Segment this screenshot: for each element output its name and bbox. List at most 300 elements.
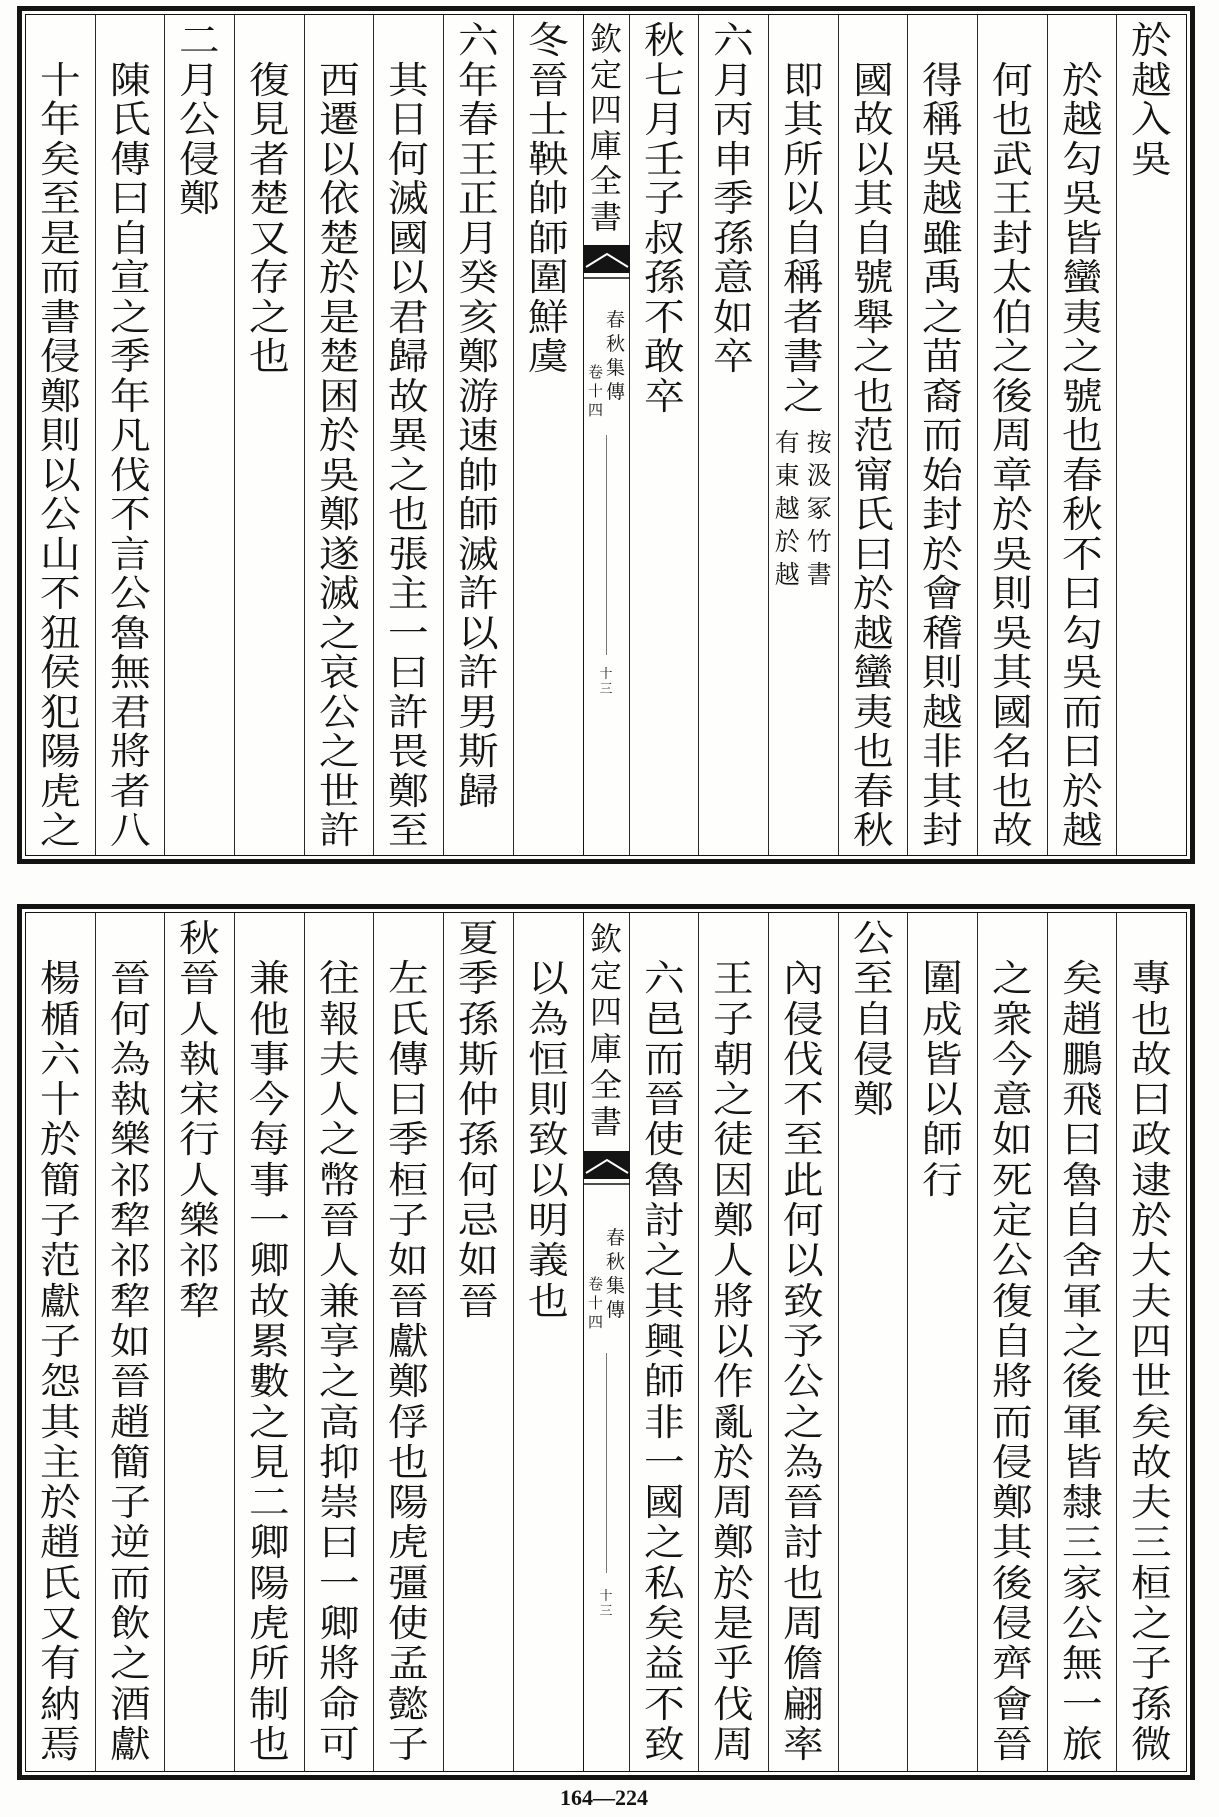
glyph: 魯 [109, 611, 151, 655]
glyph: 集 [605, 1275, 625, 1297]
note-line [772, 426, 802, 591]
glyph: 按 [806, 428, 832, 457]
glyph: 欽 [589, 20, 622, 58]
glyph: 如 [109, 1319, 151, 1363]
column-text [769, 58, 838, 418]
glyph: 軍 [1061, 1400, 1103, 1444]
glyph: 游 [458, 374, 499, 418]
glyph: 伯 [991, 295, 1033, 339]
glyph: 有 [39, 1642, 81, 1686]
glyph: 秋 [1061, 493, 1103, 536]
glyph: 正 [458, 177, 499, 220]
glyph: 之 [249, 1400, 290, 1444]
glyph: 圍 [527, 256, 569, 299]
glyph: 號 [1061, 374, 1103, 418]
glyph: 微 [1131, 1722, 1173, 1766]
glyph: 一 [643, 1440, 685, 1484]
glyph: 後 [991, 374, 1033, 418]
glyph: 春 [1061, 453, 1103, 497]
glyph: 飲 [109, 1602, 151, 1646]
glyph: 六 [39, 1037, 81, 1081]
glyph: 主 [388, 572, 430, 615]
glyph: 叔 [643, 216, 685, 260]
glyph: 四 [587, 1313, 603, 1331]
glyph: 丙 [713, 98, 754, 141]
glyph: 兼 [318, 1279, 360, 1323]
glyph: 不 [782, 1078, 824, 1122]
text-column [443, 15, 513, 855]
glyph: 舉 [852, 295, 894, 339]
glyph: 曰 [1061, 1118, 1103, 1162]
text-column [698, 913, 768, 1771]
glyph: 可 [318, 1722, 360, 1766]
glyph: 書 [39, 295, 81, 339]
glyph: 至 [388, 809, 430, 852]
glyph: 翩 [782, 1682, 824, 1726]
glyph: 高 [318, 1400, 360, 1444]
glyph: 成 [922, 997, 963, 1041]
glyph: 將 [713, 1279, 754, 1323]
glyph: 季 [109, 335, 151, 378]
glyph: 人 [318, 1239, 360, 1283]
glyph: 又 [249, 216, 290, 260]
glyph: 旅 [1061, 1722, 1103, 1766]
text-column [164, 15, 234, 855]
glyph: 公 [39, 493, 81, 536]
glyph: 申 [713, 137, 754, 181]
glyph: 卒 [713, 335, 754, 378]
glyph: 言 [109, 532, 151, 576]
glyph: 勾 [1061, 137, 1103, 181]
glyph: 以 [922, 1078, 963, 1122]
glyph: 士 [527, 98, 569, 141]
glyph: 子 [39, 1199, 81, 1243]
glyph: 於 [39, 1481, 81, 1525]
glyph: 年 [458, 58, 499, 102]
glyph: 將 [318, 1642, 360, 1686]
glyph: 其 [782, 98, 824, 141]
glyph: 師 [527, 216, 569, 260]
fold-book-title [605, 1226, 627, 1322]
glyph: 也 [991, 769, 1033, 813]
glyph: 之 [782, 374, 824, 418]
glyph: 亥 [458, 295, 499, 339]
text-column [629, 15, 699, 855]
text-column [629, 913, 699, 1771]
glyph: 曰 [1131, 1078, 1173, 1122]
glyph: 太 [991, 256, 1033, 299]
glyph: 稽 [922, 611, 963, 655]
glyph: 卷 [587, 363, 603, 381]
glyph: 也 [852, 730, 894, 773]
glyph: 今 [991, 1037, 1033, 1081]
glyph: 為 [109, 1037, 151, 1081]
glyph: 崇 [318, 1481, 360, 1525]
glyph: 致 [643, 1722, 685, 1766]
glyph: 孫 [458, 997, 499, 1041]
glyph: 秋 [852, 809, 894, 852]
glyph: 吳 [991, 532, 1033, 576]
glyph: 虞 [527, 335, 569, 378]
text-column [838, 913, 908, 1771]
glyph: 十 [599, 667, 613, 682]
glyph: 飛 [1061, 1078, 1103, 1122]
glyph: 之 [782, 1400, 824, 1444]
glyph: 世 [318, 769, 360, 813]
glyph: 春 [605, 1227, 625, 1249]
glyph: 之 [643, 1239, 685, 1283]
glyph: 是 [713, 1602, 754, 1646]
glyph: 之 [109, 295, 151, 339]
glyph: 之 [318, 1118, 360, 1162]
glyph: 自 [852, 216, 894, 260]
glyph: 十 [39, 58, 81, 102]
glyph: 至 [39, 177, 81, 220]
glyph: 稱 [782, 256, 824, 299]
glyph: 左 [388, 957, 430, 1001]
glyph: 晉 [318, 1199, 360, 1243]
glyph: 章 [991, 453, 1033, 497]
glyph: 將 [991, 1360, 1033, 1404]
glyph: 於 [1061, 58, 1103, 102]
glyph: 吳 [318, 453, 360, 497]
glyph: 於 [713, 1440, 754, 1484]
glyph: 無 [109, 651, 151, 694]
glyph: 帥 [458, 453, 499, 497]
glyph: 三 [1061, 1521, 1103, 1565]
glyph: 公 [991, 1239, 1033, 1283]
glyph: 異 [388, 414, 430, 457]
glyph: 公 [318, 690, 360, 734]
glyph: 侵 [852, 1037, 894, 1081]
glyph: 制 [249, 1682, 290, 1726]
glyph: 逮 [1131, 1158, 1173, 1202]
glyph: 陽 [249, 1561, 290, 1605]
glyph: 師 [643, 1360, 685, 1404]
glyph: 自 [109, 216, 151, 260]
glyph: 晉 [643, 1078, 685, 1122]
glyph: 宋 [179, 1078, 221, 1122]
glyph: 庫 [589, 1029, 622, 1068]
glyph: 山 [39, 532, 81, 576]
glyph: 之 [1061, 335, 1103, 378]
glyph: 世 [1131, 1360, 1173, 1404]
glyph: 致 [782, 1279, 824, 1323]
glyph: 苗 [922, 335, 963, 378]
glyph: 又 [39, 1602, 81, 1646]
glyph: 而 [39, 256, 81, 299]
glyph: 卷 [587, 1275, 603, 1293]
glyph: 孫 [713, 216, 754, 260]
text-column [513, 15, 583, 855]
glyph: 宣 [109, 256, 151, 299]
glyph: 封 [991, 216, 1033, 260]
text-column [304, 913, 374, 1771]
glyph: 儋 [782, 1642, 824, 1686]
glyph: 之 [991, 335, 1033, 378]
glyph: 俘 [388, 1400, 430, 1444]
glyph: 國 [388, 216, 430, 260]
glyph: 七 [643, 58, 685, 102]
glyph: 徒 [713, 1118, 754, 1162]
glyph: 祁 [179, 1239, 221, 1283]
interlinear-note [769, 426, 838, 591]
glyph: 使 [388, 1602, 430, 1646]
glyph: 蠻 [1061, 256, 1103, 299]
glyph: 人 [179, 997, 221, 1041]
glyph: 鵬 [1061, 1037, 1103, 1081]
glyph: 其 [388, 58, 430, 102]
glyph: 如 [713, 295, 754, 339]
glyph: 竹 [806, 527, 832, 556]
glyph: 二 [179, 19, 221, 62]
glyph: 會 [991, 1682, 1033, 1726]
glyph: 之 [643, 1521, 685, 1565]
glyph: 子 [1131, 1642, 1173, 1686]
glyph: 許 [458, 651, 499, 694]
glyph: 越 [922, 690, 963, 734]
glyph: 自 [991, 1319, 1033, 1363]
glyph: 樂 [179, 1199, 221, 1243]
glyph: 公 [109, 572, 151, 615]
glyph: 師 [922, 1118, 963, 1162]
glyph: 死 [991, 1158, 1033, 1202]
glyph: 後 [1061, 1360, 1103, 1404]
glyph: 全 [589, 1066, 622, 1104]
glyph: 非 [643, 1400, 685, 1444]
glyph: 有 [774, 428, 800, 457]
glyph: 故 [852, 98, 894, 141]
text-column [373, 913, 443, 1771]
glyph: 侵 [991, 1602, 1033, 1646]
glyph: 帥 [527, 177, 569, 220]
glyph: 其 [852, 177, 894, 220]
glyph: 矣 [1131, 1400, 1173, 1444]
glyph: 復 [991, 1279, 1033, 1323]
glyph: 定 [589, 956, 622, 995]
glyph: 四 [587, 401, 603, 419]
glyph: 卿 [249, 1239, 290, 1283]
glyph: 於 [774, 527, 800, 556]
glyph: 楊 [39, 957, 81, 1001]
glyph: 范 [852, 414, 894, 457]
glyph: 恒 [527, 1037, 569, 1081]
glyph: 封 [922, 493, 963, 536]
glyph: 矣 [39, 137, 81, 181]
fold-book-title [605, 308, 627, 404]
glyph: 子 [388, 1199, 430, 1243]
glyph: 主 [39, 1440, 81, 1484]
upper-page-frame [25, 14, 1187, 856]
glyph: 所 [249, 1642, 290, 1686]
glyph: 夫 [1131, 1279, 1173, 1323]
glyph: 行 [179, 1118, 221, 1162]
glyph: 今 [249, 1078, 290, 1122]
center-fold-column [583, 913, 629, 1771]
glyph: 鄭 [388, 1360, 430, 1404]
glyph: 晉 [782, 1481, 824, 1525]
glyph: 命 [318, 1682, 360, 1726]
text-column [26, 15, 95, 855]
glyph: 以 [39, 453, 81, 497]
fold-collection-title [584, 22, 629, 235]
glyph: 季 [388, 1118, 430, 1162]
fold-center-rule [606, 435, 607, 655]
glyph: 虎 [249, 1602, 290, 1646]
glyph: 也 [249, 335, 290, 378]
glyph: 作 [713, 1360, 754, 1404]
glyph: 歸 [388, 335, 430, 378]
glyph: 人 [179, 1158, 221, 1202]
glyph: 故 [991, 809, 1033, 852]
upper-page-panel [17, 6, 1195, 864]
glyph: 致 [527, 1118, 569, 1162]
glyph: 楚 [318, 335, 360, 378]
glyph: 孫 [458, 1118, 499, 1162]
glyph: 以 [713, 1319, 754, 1363]
text-column [304, 15, 374, 855]
glyph: 也 [1061, 414, 1103, 457]
glyph: 享 [318, 1319, 360, 1363]
glyph: 楚 [318, 216, 360, 260]
text-column [977, 15, 1047, 855]
glyph: 往 [318, 957, 360, 1001]
glyph: 鞅 [527, 137, 569, 181]
glyph: 圍 [922, 957, 963, 1001]
glyph: 東 [774, 461, 800, 490]
glyph: 於 [39, 1118, 81, 1162]
glyph: 季 [458, 957, 499, 1001]
glyph: 晉 [527, 58, 569, 102]
glyph: 三 [599, 1604, 613, 1619]
glyph: 日 [388, 98, 430, 141]
glyph: 二 [249, 1481, 290, 1525]
fold-volume [587, 1275, 605, 1332]
glyph: 一 [388, 611, 430, 655]
glyph: 於 [1061, 769, 1103, 813]
glyph: 是 [318, 295, 360, 339]
glyph: 於 [922, 532, 963, 576]
glyph: 夷 [852, 690, 894, 734]
glyph: 陽 [39, 730, 81, 773]
glyph: 陳 [109, 58, 151, 102]
glyph: 孫 [643, 256, 685, 299]
glyph: 子 [39, 1319, 81, 1363]
glyph: 曰 [388, 651, 430, 694]
glyph: 晉 [109, 957, 151, 1001]
glyph: 氏 [39, 1561, 81, 1605]
glyph: 范 [39, 1239, 81, 1283]
glyph: 於 [991, 493, 1033, 536]
glyph: 公 [852, 917, 894, 960]
glyph: 犂 [179, 1279, 221, 1323]
text-column [838, 15, 908, 855]
glyph: 何 [109, 997, 151, 1041]
glyph: 秋 [605, 333, 625, 355]
glyph: 傳 [388, 1037, 430, 1081]
glyph: 至 [782, 1118, 824, 1162]
glyph: 鄭 [458, 335, 499, 378]
glyph: 侵 [991, 1440, 1033, 1484]
glyph: 國 [852, 58, 894, 102]
fishtail-mark [584, 245, 630, 281]
glyph: 周 [713, 1481, 754, 1525]
glyph: 子 [388, 1722, 430, 1766]
glyph: 斯 [458, 730, 499, 773]
glyph: 四 [1131, 1319, 1173, 1363]
glyph: 名 [991, 730, 1033, 773]
glyph: 專 [1131, 957, 1173, 1001]
glyph: 一 [1061, 1682, 1103, 1726]
glyph: 皆 [1061, 1440, 1103, 1484]
fold-center-rule [606, 1353, 607, 1573]
glyph: 不 [39, 572, 81, 615]
glyph: 忌 [458, 1199, 499, 1243]
glyph: 累 [249, 1319, 290, 1363]
glyph: 王 [458, 137, 499, 181]
glyph: 越 [1131, 58, 1173, 102]
glyph: 於 [318, 256, 360, 299]
glyph: 故 [249, 1279, 290, 1323]
glyph: 於 [1131, 19, 1173, 62]
glyph: 楯 [39, 997, 81, 1041]
glyph: 冢 [806, 494, 832, 523]
glyph: 他 [249, 997, 290, 1041]
text-column [768, 913, 838, 1771]
glyph: 其 [991, 651, 1033, 694]
glyph: 六 [458, 19, 499, 62]
glyph: 自 [1061, 1199, 1103, 1243]
glyph: 虎 [388, 1521, 430, 1565]
text-column [698, 15, 768, 855]
glyph: 所 [782, 137, 824, 181]
glyph: 子 [713, 997, 754, 1041]
glyph: 之 [713, 1078, 754, 1122]
glyph: 也 [527, 1279, 569, 1323]
glyph: 庫 [589, 126, 622, 165]
glyph: 之 [388, 453, 430, 497]
glyph: 何 [388, 137, 430, 181]
glyph: 吳 [1061, 177, 1103, 220]
glyph: 何 [782, 1199, 824, 1243]
glyph: 而 [991, 1400, 1033, 1444]
text-column [164, 913, 234, 1771]
glyph: 以 [852, 137, 894, 181]
glyph: 困 [318, 374, 360, 418]
glyph: 公 [179, 98, 221, 141]
glyph: 六 [643, 957, 685, 1001]
glyph: 鄭 [852, 1078, 894, 1122]
glyph: 於 [852, 572, 894, 615]
glyph: 晉 [991, 1722, 1033, 1766]
glyph: 卿 [318, 1602, 360, 1646]
glyph: 以 [458, 611, 499, 655]
glyph: 之 [1131, 1602, 1173, 1646]
glyph: 自 [782, 216, 824, 260]
glyph: 逆 [109, 1521, 151, 1565]
glyph: 武 [991, 137, 1033, 181]
glyph: 入 [1131, 98, 1173, 141]
glyph: 討 [782, 1521, 824, 1565]
glyph: 則 [39, 414, 81, 457]
glyph: 趙 [1061, 997, 1103, 1041]
glyph: 十 [599, 1589, 613, 1604]
text-column [1116, 913, 1186, 1771]
glyph: 為 [782, 1440, 824, 1484]
glyph: 癸 [458, 256, 499, 299]
glyph: 軍 [1061, 1279, 1103, 1323]
text-column [234, 15, 304, 855]
